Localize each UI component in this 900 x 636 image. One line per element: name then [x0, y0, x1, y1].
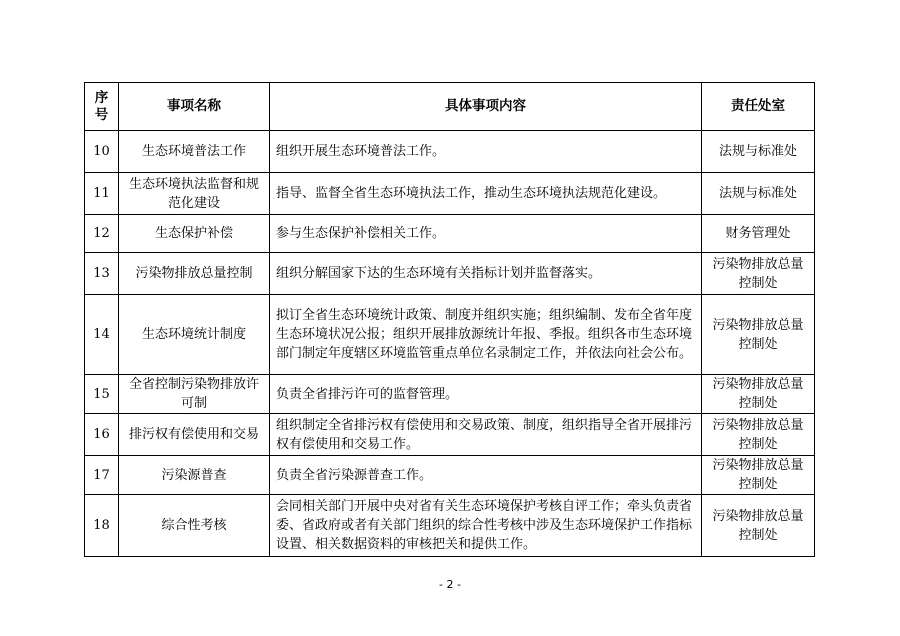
- row-number: 15: [85, 375, 119, 414]
- table-row: [85, 295, 815, 375]
- row-item-name: 排污权有偿使用和交易: [119, 414, 270, 456]
- header-content: 具体事项内容: [270, 83, 702, 131]
- responsibility-table: [84, 82, 815, 557]
- row-number: 12: [85, 215, 119, 253]
- row-content: 负责全省污染源普查工作。: [270, 456, 702, 495]
- row-number: 14: [85, 295, 119, 375]
- row-item-name: 污染物排放总量控制: [119, 253, 270, 295]
- row-content: 参与生态保护补偿相关工作。: [270, 215, 702, 253]
- table-row: [85, 173, 815, 215]
- row-number: 11: [85, 173, 119, 215]
- row-office: 污染物排放总量控制处: [702, 375, 815, 414]
- row-content: 拟订全省生态环境统计政策、制度并组织实施；组织编制、发布全省年度生态环境状况公报；组织开展排放源统计年报、季报。组织各市生态环境部门制定年度辖区环境监管重点单位名录制定工作，并依法向社会公布。: [270, 295, 702, 375]
- row-content: 组织开展生态环境普法工作。: [270, 131, 702, 173]
- row-item-name: 生态保护补偿: [119, 215, 270, 253]
- table-row: [85, 131, 815, 173]
- page-number: - 2 -: [439, 578, 461, 591]
- table-row: [85, 414, 815, 456]
- row-number: 16: [85, 414, 119, 456]
- table-row: [85, 375, 815, 414]
- row-item-name: 综合性考核: [119, 495, 270, 557]
- header-office: 责任处室: [702, 83, 815, 131]
- row-number: 18: [85, 495, 119, 557]
- row-office: 法规与标准处: [702, 173, 815, 215]
- row-content: 会同相关部门开展中央对省有关生态环境保护考核自评工作；牵头负责省委、省政府或者有关部门组织的综合性考核中涉及生态环境保护工作指标设置、相关数据资料的审核把关和提供工作。: [270, 495, 702, 557]
- row-number: 10: [85, 131, 119, 173]
- table-row: [85, 495, 815, 557]
- row-number: 13: [85, 253, 119, 295]
- row-item-name: 污染源普查: [119, 456, 270, 495]
- row-office: 污染物排放总量控制处: [702, 295, 815, 375]
- header-row: [85, 83, 815, 131]
- table-row: [85, 215, 815, 253]
- header-name: 事项名称: [119, 83, 270, 131]
- table-row: [85, 253, 815, 295]
- row-content: 负责全省排污许可的监督管理。: [270, 375, 702, 414]
- row-content: 组织分解国家下达的生态环境有关指标计划并监督落实。: [270, 253, 702, 295]
- row-office: 污染物排放总量控制处: [702, 253, 815, 295]
- row-office: 污染物排放总量控制处: [702, 414, 815, 456]
- row-item-name: 生态环境执法监督和规范化建设: [119, 173, 270, 215]
- row-item-name: 生态环境统计制度: [119, 295, 270, 375]
- row-content: 组织制定全省排污权有偿使用和交易政策、制度，组织指导全省开展排污权有偿使用和交易工作。: [270, 414, 702, 456]
- row-number: 17: [85, 456, 119, 495]
- header-no: 序 号: [85, 83, 119, 131]
- row-office: 污染物排放总量控制处: [702, 495, 815, 557]
- row-item-name: 生态环境普法工作: [119, 131, 270, 173]
- row-office: 污染物排放总量控制处: [702, 456, 815, 495]
- row-office: 法规与标准处: [702, 131, 815, 173]
- row-content: 指导、监督全省生态环境执法工作，推动生态环境执法规范化建设。: [270, 173, 702, 215]
- table-row: [85, 456, 815, 495]
- row-item-name: 全省控制污染物排放许可制: [119, 375, 270, 414]
- row-office: 财务管理处: [702, 215, 815, 253]
